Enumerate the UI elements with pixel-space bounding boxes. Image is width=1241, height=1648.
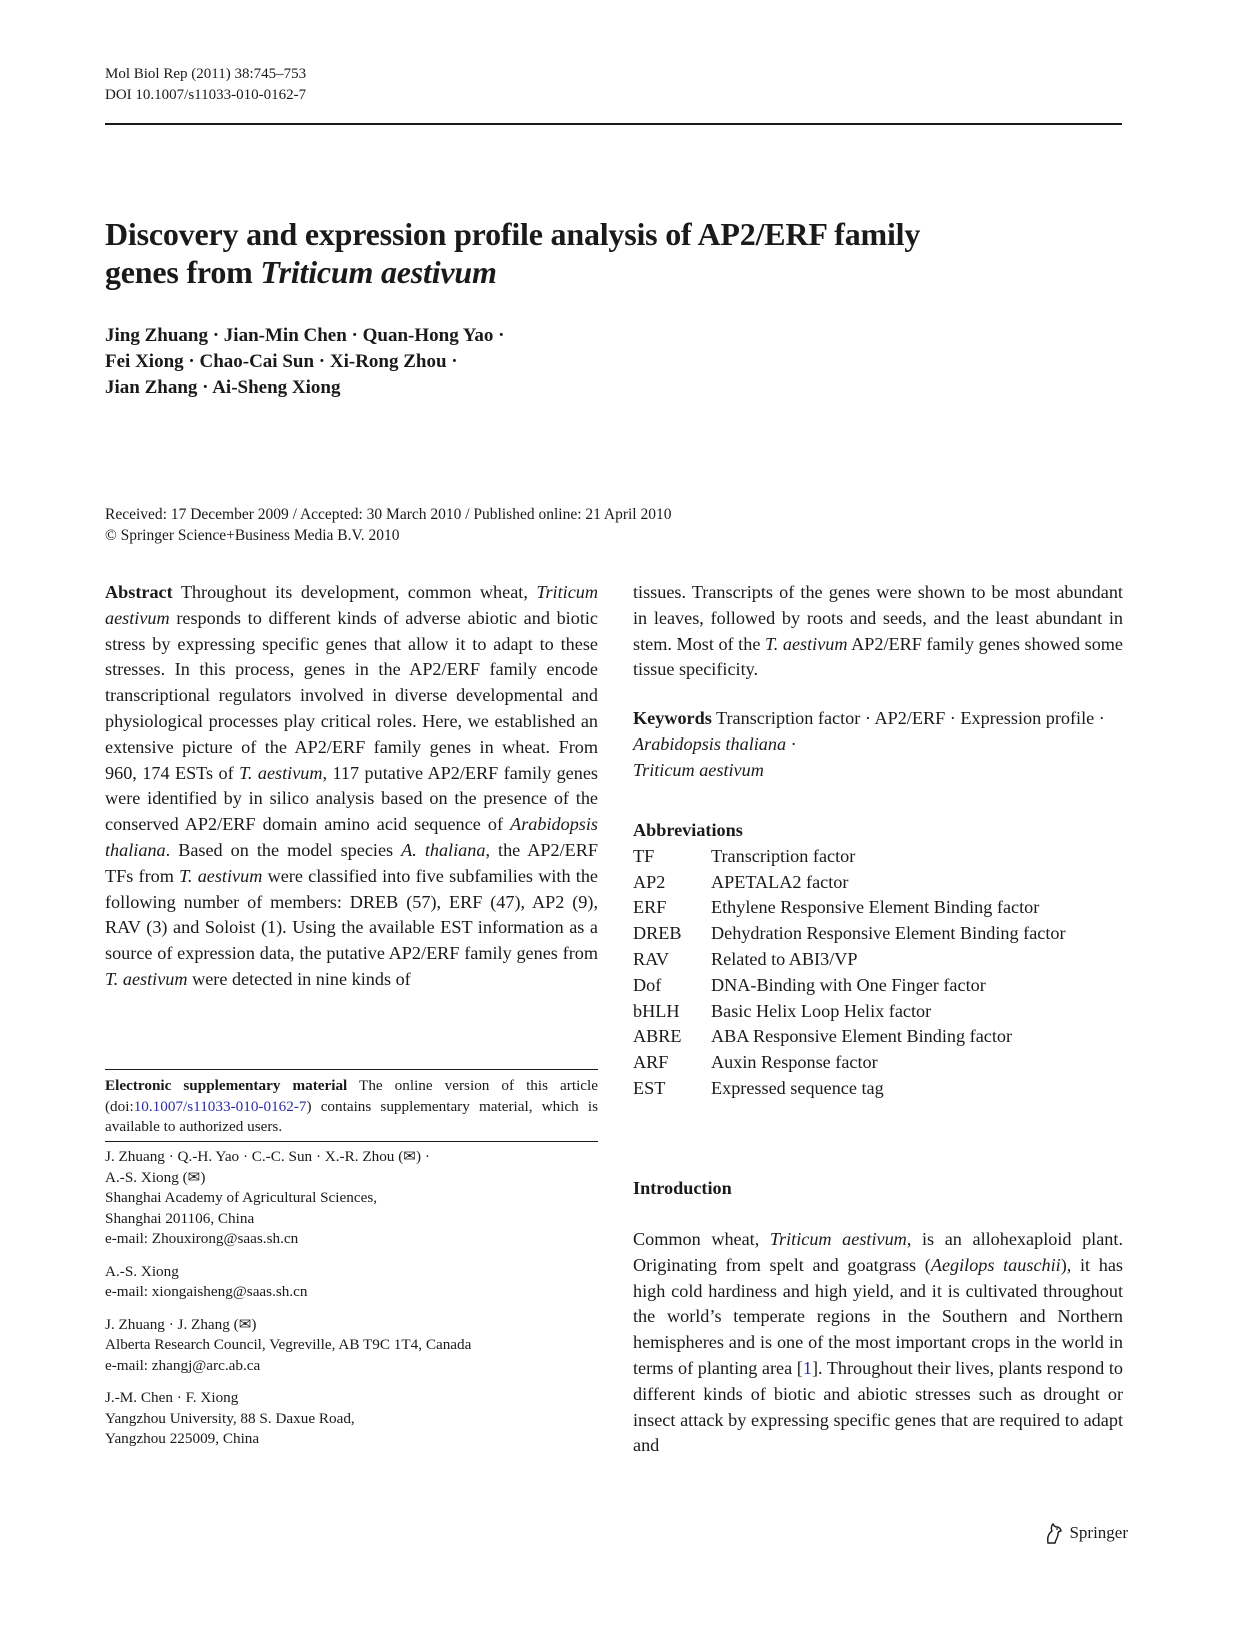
abbreviation-row <box>633 1076 1123 1102</box>
abbreviation-definition: APETALA2 factor <box>711 871 849 892</box>
publisher-name: Springer <box>1069 1523 1128 1542</box>
abbreviation-definition: Transcription factor <box>711 845 856 866</box>
author-line: Fei Xiong · Chao-Cai Sun · Xi-Rong Zhou · <box>105 351 458 372</box>
abbreviation-row <box>633 947 1123 973</box>
abbreviation-row <box>633 1024 1123 1050</box>
email[interactable]: e-mail: Zhouxirong@saas.sh.cn <box>105 1230 299 1247</box>
abbreviation-definition: Related to ABI3/VP <box>711 948 858 969</box>
abstract-block: Abstract Throughout its development, common wheat, Triticum aestivum responds to different kinds of adverse abiotic and biotic stress by expressing specific genes that allow it to adapt to these stresses. In this process, genes in the AP2/ERF family encode transcriptional regulators involved in diverse developmental and physiological processes play critical roles. Here, we established an extensive picture of the AP2/ERF family genes in wheat. From 960, 174 ESTs of T. aestivum, 117 putative AP2/ERF family genes were identified by in silico analysis based on the presence of the conserved AP2/ERF domain amino acid sequence of Arabidopsis thaliana. Based on the model species A. thaliana, the AP2/ERF TFs from T. aestivum were classified into five subfamilies with the following number of members: DREB (57), ERF (47), AP2 (9), RAV (3) and Soloist (1). Using the available EST information as a source of expression data, the putative AP2/ERF family genes from T. aestivum were detected in nine kinds of <box>105 582 599 989</box>
publisher-logo <box>1043 1521 1128 1545</box>
paper-title <box>105 215 1065 291</box>
journal-header <box>105 64 306 106</box>
abbreviation-definition: Expressed sequence tag <box>711 1077 884 1098</box>
abbreviation-definition: DNA-Binding with One Finger factor <box>711 974 986 995</box>
abbreviation-term: EST <box>633 1077 666 1098</box>
author-list <box>105 323 504 401</box>
doi-link[interactable]: 10.1007/s11033-010-0162-7 <box>133 1097 307 1115</box>
abbreviation-definition: Auxin Response factor <box>711 1052 878 1073</box>
affiliation-block: J. Zhuang · Q.-H. Yao · C.-C. Sun · X.-R. Zhou (✉) · A.-S. Xiong (✉) Shanghai Academy of Agricultural Sciences, Shanghai 201106, China e-mail: Zhouxirong@saas.sh.cn <box>105 1147 598 1250</box>
keywords: Keywords Transcription factor · AP2/ERF · Expression profile · Arabidopsis thaliana · Triticum aestivum <box>633 708 1105 780</box>
abbreviation-term: ERF <box>633 897 667 918</box>
title-line-2: genes from Triticum aestivum <box>105 254 497 290</box>
email[interactable]: e-mail: xiongaisheng@saas.sh.cn <box>105 1283 308 1300</box>
received-accepted-published: Received: 17 December 2009 / Accepted: 30 March 2010 / Published online: 21 April 2010 <box>105 506 672 523</box>
abbreviation-row <box>633 895 1123 921</box>
abbreviation-term: ARF <box>633 1052 669 1073</box>
header-rule <box>105 123 1122 125</box>
publication-dates <box>105 504 672 546</box>
abbreviation-row <box>633 870 1123 896</box>
abbreviation-term: bHLH <box>633 1000 680 1021</box>
abbreviation-row <box>633 999 1123 1025</box>
springer-horse-icon <box>1043 1521 1065 1545</box>
citation-link[interactable]: 1 <box>802 1357 812 1378</box>
doi-line: DOI 10.1007/s11033-010-0162-7 <box>105 87 307 103</box>
abbreviation-term: AP2 <box>633 871 666 892</box>
abbreviation-row <box>633 1050 1123 1076</box>
email[interactable]: e-mail: zhangj@arc.ab.ca <box>105 1356 261 1374</box>
abbreviation-definition: Basic Helix Loop Helix factor <box>711 1000 932 1021</box>
abbreviation-term: TF <box>633 845 655 866</box>
affiliation-block: J. Zhuang · J. Zhang (✉) Alberta Research Council, Vegreville, AB T9C 1T4, Canada e-mail: zhangj@arc.ab.ca <box>105 1315 598 1377</box>
abbreviation-term: Dof <box>633 974 662 995</box>
author-line: Jian Zhang · Ai-Sheng Xiong <box>105 377 341 398</box>
abbreviation-row <box>633 973 1123 999</box>
affiliations <box>105 1147 598 1462</box>
keywords-heading: Keywords <box>633 708 712 728</box>
title-line-1: Discovery and expression profile analysis of AP2/ERF family <box>105 216 921 252</box>
abbreviation-term: ABRE <box>633 1026 682 1047</box>
abbreviation-row <box>633 921 1123 947</box>
abstract-heading: Abstract <box>105 582 173 602</box>
introduction-heading-wrap <box>633 1176 1123 1202</box>
abstract-continuation: tissues. Transcripts of the genes were shown to be most abundant in leaves, followed by roots and seeds, and the least abundant in stem. Most of the T. aestivum AP2/ERF family genes showed some tissue specificity. <box>633 582 1124 680</box>
abbreviation-definition: Ethylene Responsive Element Binding factor <box>711 897 1040 918</box>
supplementary-note: Electronic supplementary material The online version of this article (doi:10.1007/s11033-010-0162-7) contains supplementary material, which is available to authorized users. <box>105 1077 598 1135</box>
abbreviation-list <box>633 844 1123 1102</box>
affiliation-block: A.-S. Xiong e-mail: xiongaisheng@saas.sh.cn <box>105 1262 598 1303</box>
author-line: Jing Zhuang · Jian-Min Chen · Quan-Hong Yao · <box>105 325 505 346</box>
footnote-rule <box>105 1069 598 1070</box>
abbreviation-term: RAV <box>633 948 670 969</box>
abbreviation-term: DREB <box>633 923 682 944</box>
abbreviation-row <box>633 844 1123 870</box>
abbreviations <box>633 818 1123 1102</box>
abbreviation-definition: Dehydration Responsive Element Binding factor <box>711 923 1066 944</box>
journal-citation: Mol Biol Rep (2011) 38:745–753 <box>105 66 307 82</box>
introduction-heading: Introduction <box>633 1178 732 1198</box>
affiliation-rule <box>105 1141 598 1142</box>
introduction-body: Common wheat, Triticum aestivum, is an allohexaploid plant. Originating from spelt and goatgrass (Aegilops tauschii), it has high cold hardiness and high yield, and it is cultivated throughout the world’s temperate regions in the Southern and Northern hemispheres and is one of the most important crops in the world in terms of planting area [1]. Throughout their lives, plants respond to different kinds of biotic and abiotic stresses such as drought or insect attack by expressing specific genes that are required to adapt and <box>633 1229 1124 1456</box>
affiliation-block: J.-M. Chen · F. Xiong Yangzhou University, 88 S. Daxue Road, Yangzhou 225009, China <box>105 1389 355 1447</box>
abbreviations-heading: Abbreviations <box>633 820 743 840</box>
abbreviation-definition: ABA Responsive Element Binding factor <box>711 1026 1013 1047</box>
copyright-line: © Springer Science+Business Media B.V. 2010 <box>105 527 400 544</box>
